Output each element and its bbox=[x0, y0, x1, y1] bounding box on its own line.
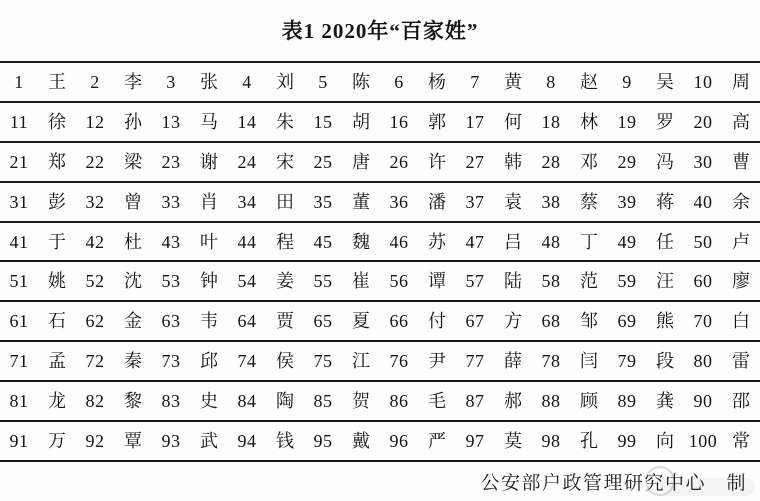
surname-cell: 梁 bbox=[124, 151, 142, 172]
rank-cell: 23 bbox=[161, 151, 181, 172]
rank-cell: 10 bbox=[693, 71, 713, 92]
rank-cell: 79 bbox=[617, 351, 637, 372]
rank-cell: 7 bbox=[470, 71, 480, 92]
surname-cell: 程 bbox=[276, 231, 294, 252]
surname-cell: 白 bbox=[732, 311, 750, 332]
surname-cell: 侯 bbox=[276, 351, 294, 372]
surname-cell: 段 bbox=[656, 351, 674, 372]
surname-cell: 雷 bbox=[732, 351, 750, 372]
surname-cell: 刘 bbox=[276, 71, 294, 92]
rank-cell: 14 bbox=[237, 111, 257, 132]
rank-cell: 59 bbox=[617, 271, 637, 292]
rank-cell: 13 bbox=[161, 111, 181, 132]
surname-cell: 魏 bbox=[352, 231, 370, 252]
rank-cell: 57 bbox=[465, 271, 485, 292]
rank-cell: 6 bbox=[394, 71, 404, 92]
surname-cell: 罗 bbox=[656, 111, 674, 132]
table-row bbox=[0, 382, 760, 422]
rank-cell: 51 bbox=[9, 271, 29, 292]
rank-cell: 24 bbox=[237, 151, 257, 172]
rank-cell: 21 bbox=[9, 151, 29, 172]
surname-cell: 覃 bbox=[124, 430, 142, 451]
rank-cell: 22 bbox=[85, 151, 105, 172]
surname-cell: 闫 bbox=[580, 351, 598, 372]
table-row bbox=[0, 342, 760, 382]
rank-cell: 75 bbox=[313, 351, 333, 372]
table-row bbox=[0, 103, 760, 143]
surname-cell: 曾 bbox=[124, 191, 142, 212]
rank-cell: 82 bbox=[85, 391, 105, 412]
surname-cell: 卢 bbox=[732, 231, 750, 252]
rank-cell: 42 bbox=[85, 231, 105, 252]
rank-cell: 11 bbox=[9, 111, 29, 132]
rank-cell: 33 bbox=[161, 191, 181, 212]
surname-cell: 邱 bbox=[200, 351, 218, 372]
surname-cell: 姜 bbox=[276, 271, 294, 292]
surname-cell: 苏 bbox=[428, 231, 446, 252]
rank-cell: 15 bbox=[313, 111, 333, 132]
rank-cell: 96 bbox=[389, 430, 409, 451]
surname-cell: 陶 bbox=[276, 391, 294, 412]
table-row bbox=[0, 302, 760, 342]
surname-cell: 高 bbox=[732, 111, 750, 132]
rank-cell: 49 bbox=[617, 231, 637, 252]
surname-cell: 金 bbox=[124, 311, 142, 332]
rank-cell: 66 bbox=[389, 311, 409, 332]
rank-cell: 16 bbox=[389, 111, 409, 132]
surname-cell: 孔 bbox=[580, 430, 598, 451]
surname-cell: 董 bbox=[352, 191, 370, 212]
rank-cell: 34 bbox=[237, 191, 257, 212]
surname-cell: 邵 bbox=[732, 391, 750, 412]
surname-cell: 蒋 bbox=[656, 191, 674, 212]
rank-cell: 97 bbox=[465, 430, 485, 451]
surname-cell: 潘 bbox=[428, 191, 446, 212]
rank-cell: 58 bbox=[541, 271, 561, 292]
rank-cell: 54 bbox=[237, 271, 257, 292]
surname-cell: 范 bbox=[580, 271, 598, 292]
rank-cell: 44 bbox=[237, 231, 257, 252]
surname-cell: 余 bbox=[732, 191, 750, 212]
rank-cell: 90 bbox=[693, 391, 713, 412]
rank-cell: 40 bbox=[693, 191, 713, 212]
surname-cell: 邹 bbox=[580, 311, 598, 332]
rank-cell: 35 bbox=[313, 191, 333, 212]
table-row bbox=[0, 223, 760, 263]
page-title: 表1 2020年“百家姓” bbox=[281, 19, 479, 43]
surname-cell: 贾 bbox=[276, 311, 294, 332]
surname-cell: 谢 bbox=[200, 151, 218, 172]
rank-cell: 29 bbox=[617, 151, 637, 172]
surname-cell: 肖 bbox=[200, 191, 218, 212]
surname-cell: 邓 bbox=[580, 151, 598, 172]
rank-cell: 72 bbox=[85, 351, 105, 372]
surname-cell: 龚 bbox=[656, 391, 674, 412]
rank-cell: 69 bbox=[617, 311, 637, 332]
surname-cell: 唐 bbox=[352, 151, 370, 172]
rank-cell: 67 bbox=[465, 311, 485, 332]
rank-cell: 31 bbox=[9, 191, 29, 212]
surname-cell: 汪 bbox=[656, 271, 674, 292]
surname-cell: 史 bbox=[200, 391, 218, 412]
footer-credit: 公安部户政管理研究中心 制 bbox=[480, 473, 747, 494]
rank-cell: 65 bbox=[313, 311, 333, 332]
rank-cell: 48 bbox=[541, 231, 561, 252]
surname-table-body bbox=[0, 63, 760, 462]
surname-cell: 蔡 bbox=[580, 191, 598, 212]
surname-cell: 彭 bbox=[48, 191, 66, 212]
surname-cell: 杨 bbox=[428, 71, 446, 92]
rank-cell: 43 bbox=[161, 231, 181, 252]
rank-cell: 8 bbox=[546, 71, 556, 92]
surname-cell: 张 bbox=[200, 71, 218, 92]
surname-cell: 韩 bbox=[504, 151, 522, 172]
table-row bbox=[0, 183, 760, 223]
rank-cell: 55 bbox=[313, 271, 333, 292]
surname-cell: 方 bbox=[504, 311, 522, 332]
table-row bbox=[0, 422, 760, 462]
surname-cell: 郑 bbox=[48, 151, 66, 172]
rank-cell: 76 bbox=[389, 351, 409, 372]
rank-cell: 5 bbox=[318, 71, 328, 92]
surname-cell: 何 bbox=[504, 111, 522, 132]
surname-cell: 谭 bbox=[428, 271, 446, 292]
surname-cell: 许 bbox=[428, 151, 446, 172]
surname-cell: 孙 bbox=[124, 111, 142, 132]
rank-cell: 3 bbox=[166, 71, 176, 92]
rank-cell: 47 bbox=[465, 231, 485, 252]
rank-cell: 63 bbox=[161, 311, 181, 332]
surname-cell: 冯 bbox=[656, 151, 674, 172]
surname-cell: 戴 bbox=[352, 430, 370, 451]
rank-cell: 85 bbox=[313, 391, 333, 412]
rank-cell: 87 bbox=[465, 391, 485, 412]
surname-cell: 熊 bbox=[656, 311, 674, 332]
surname-cell: 陈 bbox=[352, 71, 370, 92]
rank-cell: 17 bbox=[465, 111, 485, 132]
rank-cell: 39 bbox=[617, 191, 637, 212]
table-row bbox=[0, 143, 760, 183]
rank-cell: 28 bbox=[541, 151, 561, 172]
surname-table bbox=[0, 61, 760, 462]
table-row bbox=[0, 262, 760, 302]
surname-cell: 徐 bbox=[48, 111, 66, 132]
surname-cell: 顾 bbox=[580, 391, 598, 412]
surname-cell: 吕 bbox=[504, 231, 522, 252]
surname-cell: 郝 bbox=[504, 391, 522, 412]
rank-cell: 60 bbox=[693, 271, 713, 292]
surname-cell: 崔 bbox=[352, 271, 370, 292]
rank-cell: 68 bbox=[541, 311, 561, 332]
rank-cell: 99 bbox=[617, 430, 637, 451]
surname-cell: 于 bbox=[48, 231, 66, 252]
surname-cell: 赵 bbox=[580, 71, 598, 92]
surname-cell: 龙 bbox=[48, 391, 66, 412]
surname-cell: 任 bbox=[656, 231, 674, 252]
rank-cell: 26 bbox=[389, 151, 409, 172]
rank-cell: 80 bbox=[693, 351, 713, 372]
rank-cell: 62 bbox=[85, 311, 105, 332]
rank-cell: 91 bbox=[9, 430, 29, 451]
rank-cell: 19 bbox=[617, 111, 637, 132]
surname-cell: 丁 bbox=[580, 231, 598, 252]
surname-cell: 万 bbox=[48, 430, 66, 451]
surname-cell: 韦 bbox=[200, 311, 218, 332]
surname-cell: 孟 bbox=[48, 351, 66, 372]
surname-cell: 黎 bbox=[124, 391, 142, 412]
rank-cell: 50 bbox=[693, 231, 713, 252]
surname-cell: 杜 bbox=[124, 231, 142, 252]
surname-cell: 黄 bbox=[504, 71, 522, 92]
surname-cell: 袁 bbox=[504, 191, 522, 212]
rank-cell: 27 bbox=[465, 151, 485, 172]
surname-cell: 曹 bbox=[732, 151, 750, 172]
rank-cell: 18 bbox=[541, 111, 561, 132]
surname-cell: 常 bbox=[732, 430, 750, 451]
surname-cell: 沈 bbox=[124, 271, 142, 292]
rank-cell: 94 bbox=[237, 430, 257, 451]
rank-cell: 32 bbox=[85, 191, 105, 212]
surname-cell: 向 bbox=[656, 430, 674, 451]
surname-cell: 林 bbox=[580, 111, 598, 132]
surname-cell: 廖 bbox=[732, 271, 750, 292]
surname-cell: 钱 bbox=[276, 430, 294, 451]
rank-cell: 81 bbox=[9, 391, 29, 412]
rank-cell: 53 bbox=[161, 271, 181, 292]
surname-cell: 毛 bbox=[428, 391, 446, 412]
surname-cell: 付 bbox=[428, 311, 446, 332]
rank-cell: 4 bbox=[242, 71, 252, 92]
rank-cell: 56 bbox=[389, 271, 409, 292]
rank-cell: 100 bbox=[688, 430, 718, 451]
rank-cell: 84 bbox=[237, 391, 257, 412]
surname-cell: 王 bbox=[48, 71, 66, 92]
rank-cell: 70 bbox=[693, 311, 713, 332]
surname-cell: 武 bbox=[200, 430, 218, 451]
surname-cell: 宋 bbox=[276, 151, 294, 172]
surname-cell: 田 bbox=[276, 191, 294, 212]
surname-cell: 胡 bbox=[352, 111, 370, 132]
rank-cell: 30 bbox=[693, 151, 713, 172]
surname-cell: 石 bbox=[48, 311, 66, 332]
rank-cell: 20 bbox=[693, 111, 713, 132]
surname-cell: 叶 bbox=[200, 231, 218, 252]
surname-cell: 周 bbox=[732, 71, 750, 92]
surname-cell: 姚 bbox=[48, 271, 66, 292]
rank-cell: 1 bbox=[14, 71, 24, 92]
rank-cell: 92 bbox=[85, 430, 105, 451]
surname-cell: 江 bbox=[352, 351, 370, 372]
rank-cell: 9 bbox=[622, 71, 632, 92]
rank-cell: 93 bbox=[161, 430, 181, 451]
rank-cell: 36 bbox=[389, 191, 409, 212]
rank-cell: 74 bbox=[237, 351, 257, 372]
rank-cell: 45 bbox=[313, 231, 333, 252]
surname-cell: 李 bbox=[124, 71, 142, 92]
rank-cell: 83 bbox=[161, 391, 181, 412]
surname-cell: 莫 bbox=[504, 430, 522, 451]
rank-cell: 86 bbox=[389, 391, 409, 412]
rank-cell: 46 bbox=[389, 231, 409, 252]
surname-cell: 秦 bbox=[124, 351, 142, 372]
rank-cell: 64 bbox=[237, 311, 257, 332]
rank-cell: 98 bbox=[541, 430, 561, 451]
rank-cell: 41 bbox=[9, 231, 29, 252]
surname-cell: 吴 bbox=[656, 71, 674, 92]
surname-cell: 贺 bbox=[352, 391, 370, 412]
surname-cell: 薛 bbox=[504, 351, 522, 372]
surname-cell: 严 bbox=[428, 430, 446, 451]
rank-cell: 73 bbox=[161, 351, 181, 372]
rank-cell: 88 bbox=[541, 391, 561, 412]
rank-cell: 25 bbox=[313, 151, 333, 172]
surname-cell: 夏 bbox=[352, 311, 370, 332]
rank-cell: 61 bbox=[9, 311, 29, 332]
rank-cell: 2 bbox=[90, 71, 100, 92]
surname-cell: 朱 bbox=[276, 111, 294, 132]
surname-cell: 钟 bbox=[200, 271, 218, 292]
rank-cell: 95 bbox=[313, 430, 333, 451]
rank-cell: 71 bbox=[9, 351, 29, 372]
rank-cell: 37 bbox=[465, 191, 485, 212]
surname-cell: 郭 bbox=[428, 111, 446, 132]
rank-cell: 12 bbox=[85, 111, 105, 132]
rank-cell: 89 bbox=[617, 391, 637, 412]
rank-cell: 77 bbox=[465, 351, 485, 372]
rank-cell: 38 bbox=[541, 191, 561, 212]
rank-cell: 78 bbox=[541, 351, 561, 372]
rank-cell: 52 bbox=[85, 271, 105, 292]
table-row bbox=[0, 63, 760, 103]
surname-cell: 尹 bbox=[428, 351, 446, 372]
surname-cell: 陆 bbox=[504, 271, 522, 292]
surname-cell: 马 bbox=[200, 111, 218, 132]
